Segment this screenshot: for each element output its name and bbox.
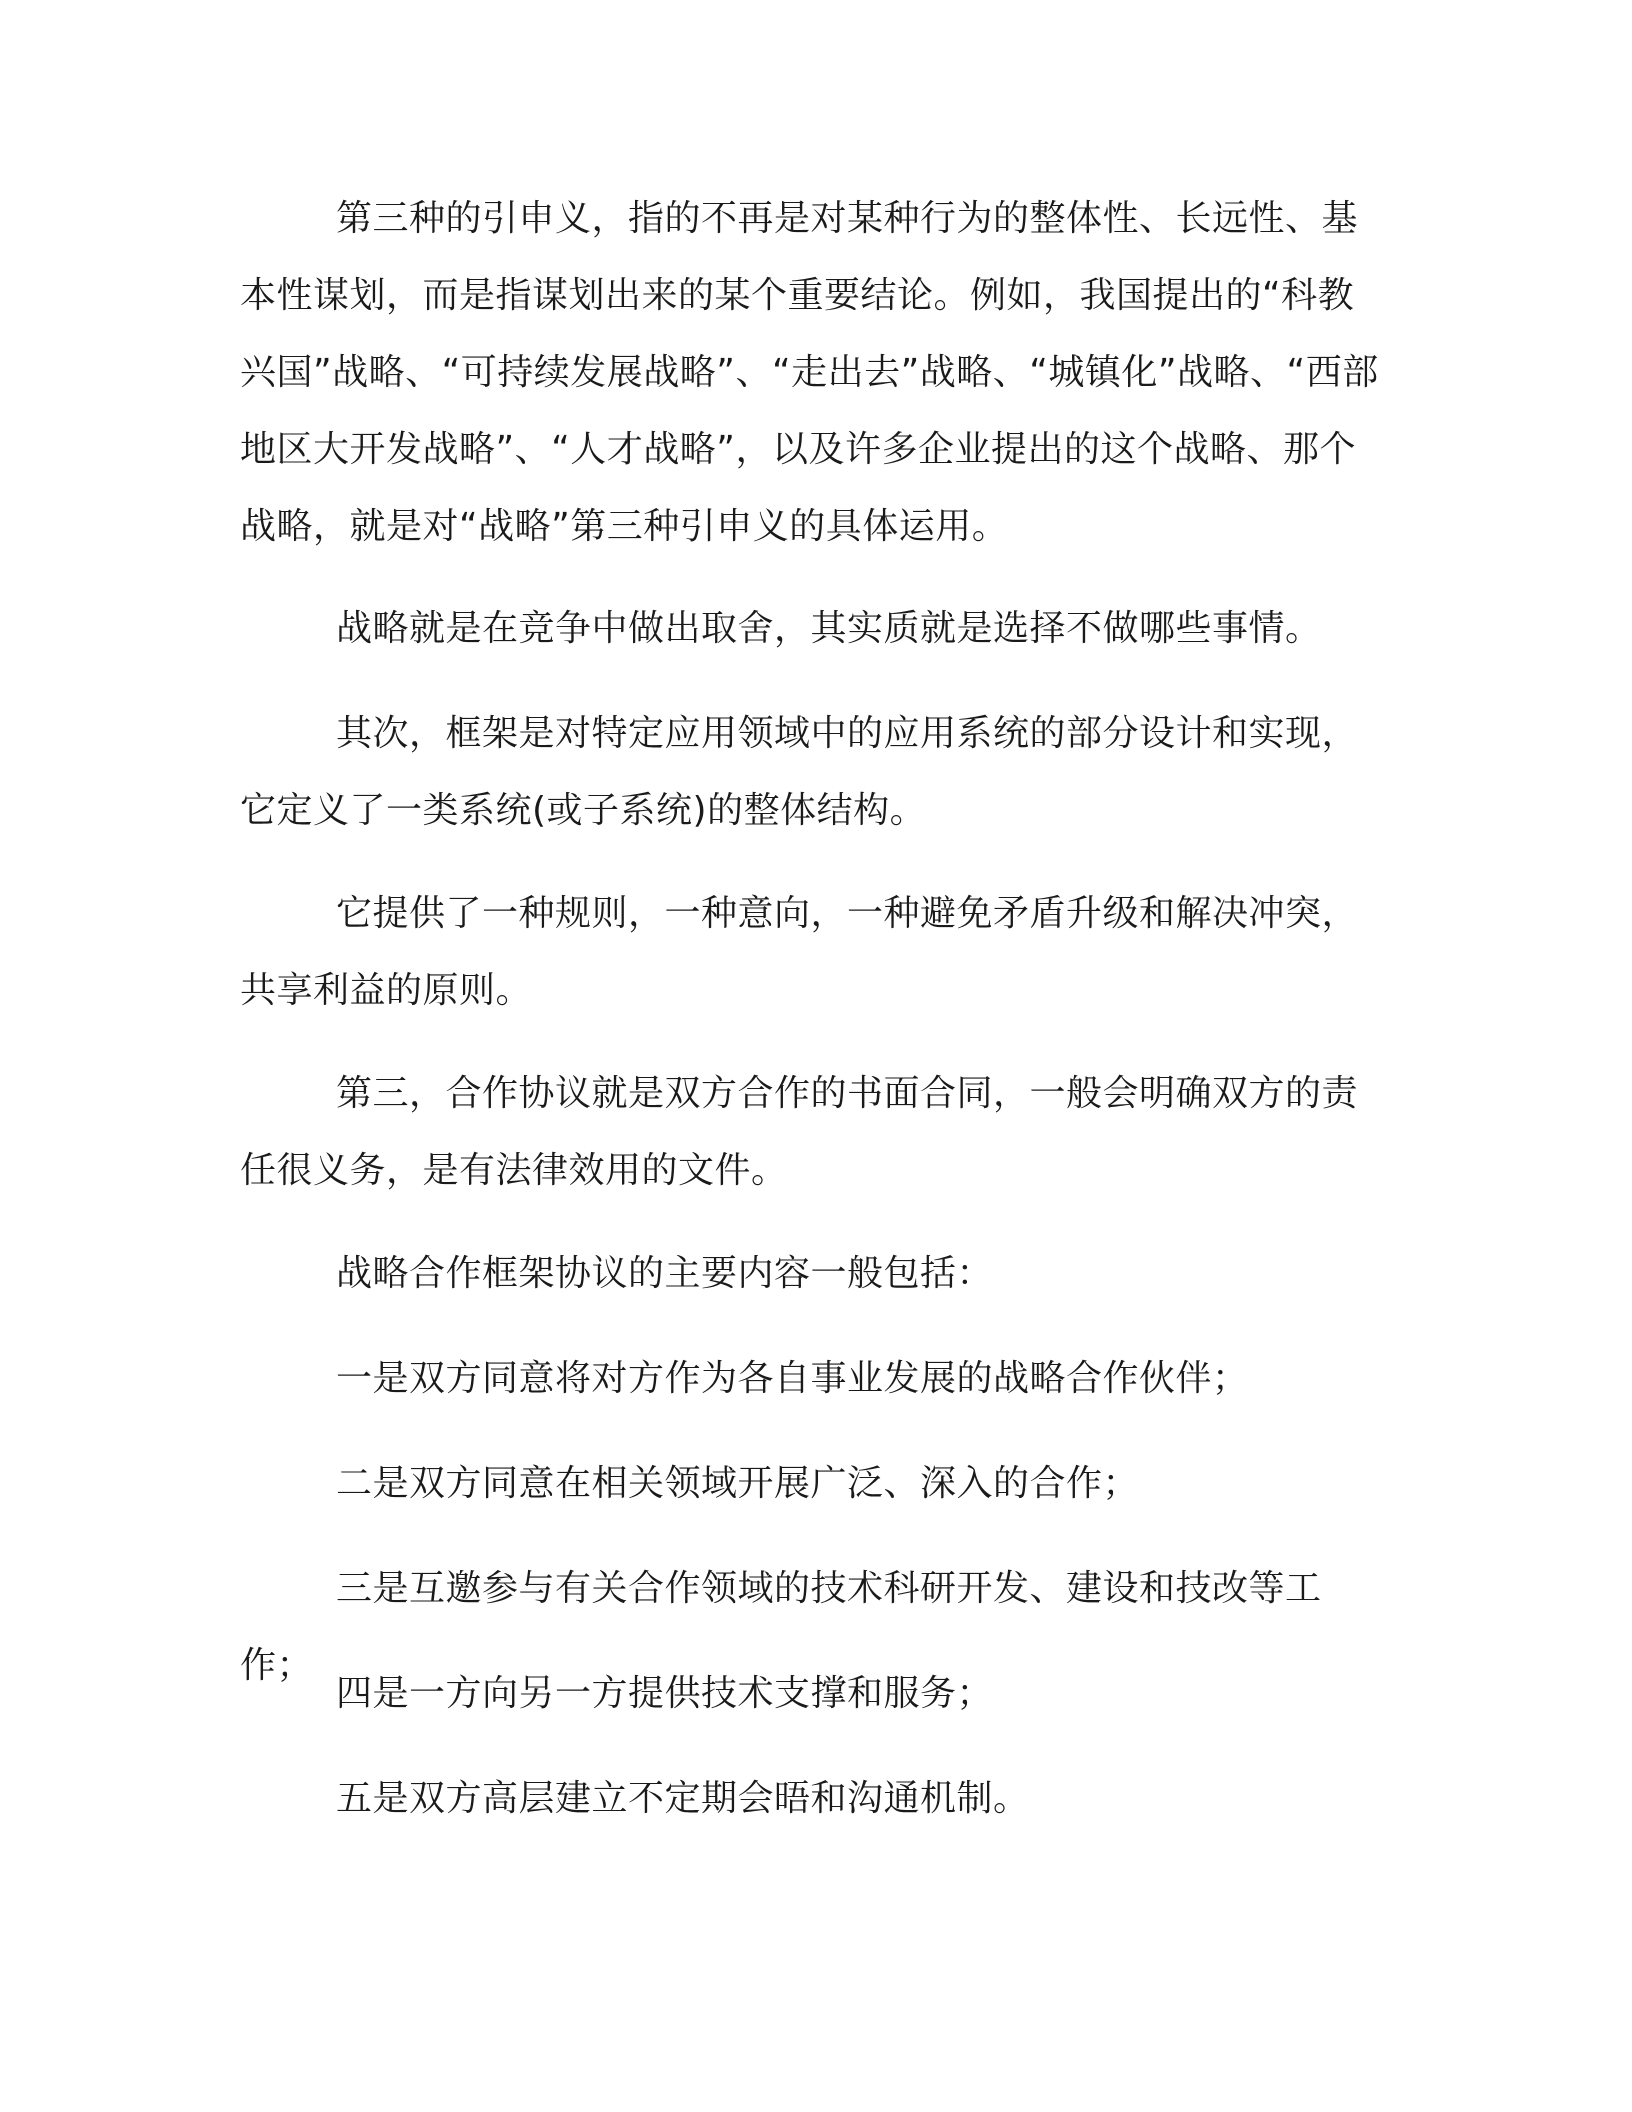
paragraph-cooperation-agreement: 第三，合作协议就是双方合作的书面合同，一般会明确双方的责任很义务，是有法律效用的文件。: [240, 1073, 1359, 1191]
list-item-meetings: 五是双方高层建立不定期会晤和沟通机制。: [336, 1778, 1030, 1819]
paragraph-strategy-meaning: 第三种的引申义，指的不再是对某种行为的整体性、长远性、基本性谋划，而是指谋划出来的某个重要结论。例如，我国提出的“科教兴国”战略、“可持续发展战略”、“走出去”战略、“城镇化”战略、“西部地区大开发战略”、“人才战略”，以及许多企业提出的这个战略、那个战略，就是对“战略”第三种引申义的具体运用。: [240, 198, 1379, 547]
paragraph-strategy-choice: 战略就是在竞争中做出取舍，其实质就是选择不做哪些事情。: [336, 608, 1322, 649]
list-item-rnd: 三是互邀参与有关合作领域的技术科研开发、建设和技改等工作；: [240, 1568, 1322, 1686]
list-item-support: 四是一方向另一方提供技术支撑和服务；: [336, 1673, 994, 1714]
list-item-partnership: 一是双方同意将对方作为各自事业发展的战略合作伙伴；: [336, 1358, 1249, 1399]
paragraph-framework-rules: 它提供了一种规则，一种意向，一种避免矛盾升级和解决冲突，共享利益的原则。: [240, 893, 1359, 1011]
paragraph-main-contents-intro: 战略合作框架协议的主要内容一般包括：: [336, 1253, 994, 1294]
list-item-cooperation: 二是双方同意在相关领域开展广泛、深入的合作；: [336, 1463, 1140, 1504]
paragraph-framework-definition: 其次，框架是对特定应用领域中的应用系统的部分设计和实现，它定义了一类系统(或子系统)的整体结构。: [240, 713, 1359, 831]
